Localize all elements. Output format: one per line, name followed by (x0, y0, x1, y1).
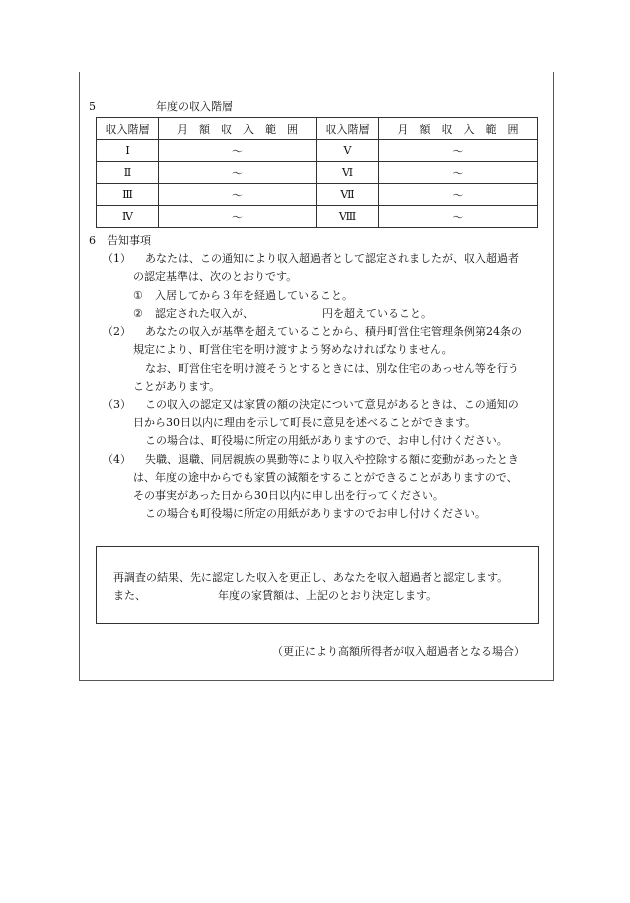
table-header-row (97, 118, 538, 140)
item2-line3: なお、町営住宅を明け渡そうとするときには、別な住宅のあっせん等を行う (145, 362, 519, 375)
level-cell: Ⅷ (317, 206, 379, 228)
header-range-left: 月 額 収 入 範 囲 (159, 118, 317, 140)
notice-line2-a: また、 (113, 589, 146, 602)
income-level-table (96, 117, 538, 228)
table-row (97, 184, 538, 206)
item1-number: （1） (102, 252, 131, 265)
item1-line1: あなたは、この通知により収入超過者として認定されましたが、収入超過者 (145, 252, 519, 265)
section6-heading: 6 告知事項 (89, 234, 151, 247)
notice-line1: 再調査の結果、先に認定した収入を更正し、あなたを収入超過者と認定します。 (113, 571, 509, 584)
item4-number: （4） (102, 453, 131, 466)
range-cell: ～ (379, 140, 538, 162)
item3-line2: 日から30日以内に理由を示して町長に意見を述べることができます。 (133, 416, 477, 429)
level-cell: Ⅰ (97, 140, 159, 162)
item4-line1: 失職、退職、同居親族の異動等により収入や控除する額に変動があったとき (145, 453, 519, 466)
item2-number: （2） (102, 325, 131, 338)
footer-note: （更正により高額所得者が収入超過者となる場合） (272, 645, 525, 658)
item1-sub1-text: 入居してから３年を経過していること。 (155, 289, 353, 302)
level-cell: Ⅳ (97, 206, 159, 228)
range-cell: ～ (379, 162, 538, 184)
range-cell: ～ (159, 162, 317, 184)
range-cell: ～ (379, 184, 538, 206)
item4-line4: この場合も町役場に所定の用紙がありますのでお申し付けください。 (145, 507, 486, 520)
item1-sub2-mark: ② (133, 307, 143, 320)
item2-line1: あなたの収入が基準を超えていることから、積丹町営住宅管理条例第24条の (145, 325, 522, 338)
section5-number: 5 (89, 100, 96, 113)
item4-line2: は、年度の途中からでも家賃の減額をすることができることがありますので、 (133, 471, 518, 484)
item1-line2: の認定基準は、次のとおりです。 (133, 270, 298, 283)
level-cell: Ⅵ (317, 162, 379, 184)
item4-line3: その事実があった日から30日以内に申し出を行ってください。 (133, 489, 444, 502)
item1-sub2-text-a: 認定された収入が、 (155, 307, 254, 320)
table-row (97, 206, 538, 228)
item1-sub1-mark: ① (133, 289, 143, 302)
range-cell: ～ (159, 206, 317, 228)
item1-sub2-text-b: 円を超えていること。 (322, 307, 432, 320)
range-cell: ～ (159, 140, 317, 162)
level-cell: Ⅴ (317, 140, 379, 162)
item2-line2: 規定により、町営住宅を明け渡すよう努めなければなりません。 (133, 343, 453, 356)
level-cell: Ⅲ (97, 184, 159, 206)
header-level-right: 収入階層 (317, 118, 379, 140)
table-row (97, 162, 538, 184)
range-cell: ～ (159, 184, 317, 206)
header-level-left: 収入階層 (97, 118, 159, 140)
item3-line3: この場合は、町役場に所定の用紙がありますので、お申し付けください。 (145, 434, 508, 447)
item2-line4: ことがあります。 (133, 380, 221, 393)
table-row (97, 140, 538, 162)
range-cell: ～ (379, 206, 538, 228)
notice-box (96, 546, 539, 624)
level-cell: Ⅱ (97, 162, 159, 184)
item3-number: （3） (102, 398, 131, 411)
notice-line2-b: 年度の家賃額は、上記のとおり決定します。 (218, 589, 438, 602)
section5-title: 年度の収入階層 (156, 100, 233, 113)
level-cell: Ⅶ (317, 184, 379, 206)
header-range-right: 月 額 収 入 範 囲 (379, 118, 538, 140)
item3-line1: この収入の認定又は家賃の額の決定について意見があるときは、この通知の (145, 398, 519, 411)
